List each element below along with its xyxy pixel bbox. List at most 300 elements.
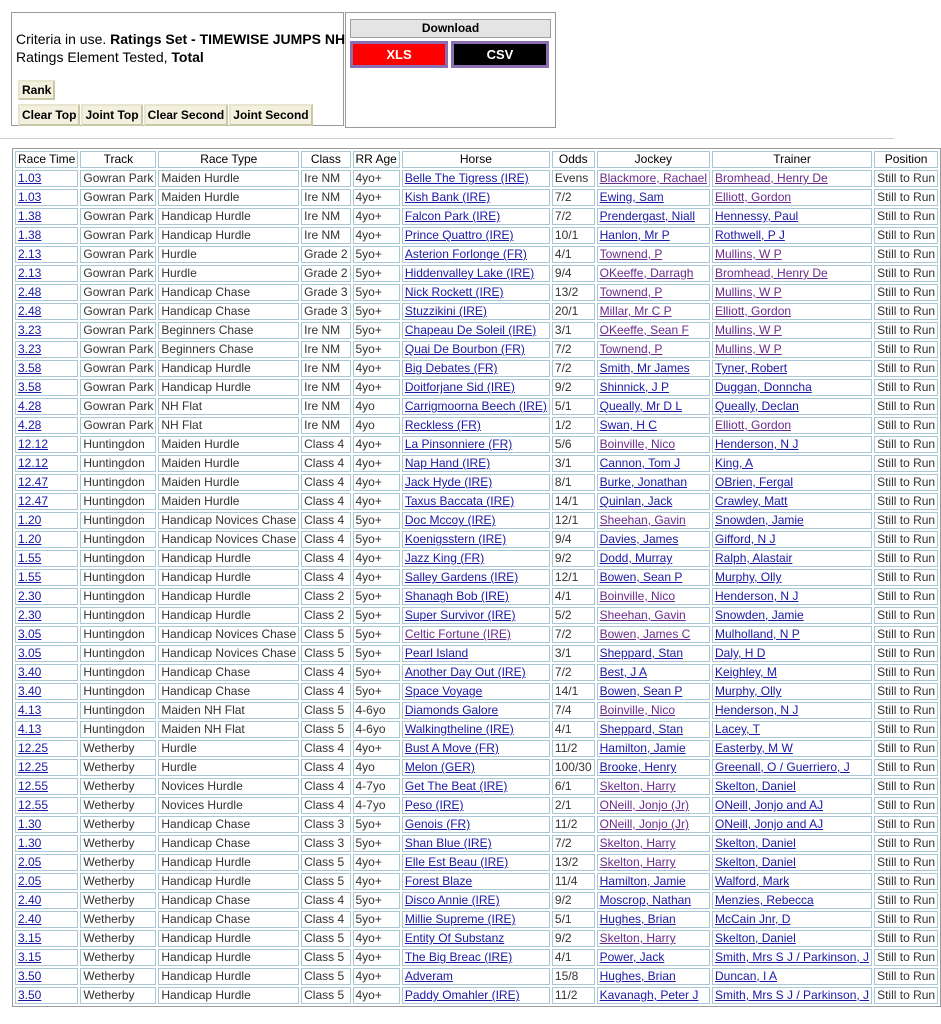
horse-link[interactable]: Reckless (FR) [404, 418, 481, 432]
table-cell[interactable] [15, 227, 78, 244]
table-cell[interactable] [712, 930, 872, 947]
race-time-link[interactable]: 2.30 [18, 589, 42, 603]
table-cell[interactable] [402, 968, 550, 985]
trainer-link[interactable]: Tyner, Robert [715, 361, 788, 375]
race-time-link[interactable]: 2.05 [18, 874, 42, 888]
table-cell[interactable] [15, 474, 78, 491]
table-cell[interactable] [15, 797, 78, 814]
download-xls-button[interactable]: XLS [350, 41, 448, 68]
table-cell[interactable] [402, 417, 550, 434]
joint-top-button[interactable]: Joint Top [81, 104, 142, 126]
table-cell[interactable] [712, 740, 872, 757]
horse-link[interactable]: Quai De Bourbon (FR) [404, 342, 525, 356]
table-cell[interactable] [712, 303, 872, 320]
joint-second-button[interactable]: Joint Second [229, 104, 312, 126]
table-cell[interactable] [402, 189, 550, 206]
horse-link[interactable]: Super Survivor (IRE) [404, 608, 516, 622]
table-cell[interactable] [402, 645, 550, 662]
horse-link[interactable]: Elle Est Beau (IRE) [404, 855, 509, 869]
trainer-link[interactable]: Skelton, Daniel [715, 855, 796, 869]
table-cell[interactable] [597, 702, 710, 719]
table-cell[interactable] [15, 968, 78, 985]
table-cell[interactable] [15, 265, 78, 282]
trainer-link[interactable]: Duggan, Donncha [715, 380, 812, 394]
table-cell[interactable] [15, 987, 78, 1004]
race-time-link[interactable]: 12.25 [18, 760, 49, 774]
horse-link[interactable]: Salley Gardens (IRE) [404, 570, 519, 584]
jockey-link[interactable]: Smith, Mr James [599, 361, 690, 375]
table-cell[interactable] [402, 816, 550, 833]
table-cell[interactable] [15, 835, 78, 852]
jockey-link[interactable]: Queally, Mr D L [599, 399, 683, 413]
table-cell[interactable] [597, 588, 710, 605]
horse-link[interactable]: Carrigmoorna Beech (IRE) [404, 399, 547, 413]
table-cell[interactable] [712, 588, 872, 605]
trainer-link[interactable]: Smith, Mrs S J / Parkinson, J [715, 988, 870, 1002]
table-cell[interactable] [597, 816, 710, 833]
trainer-link[interactable]: Mulholland, N P [715, 627, 800, 641]
table-cell[interactable] [597, 455, 710, 472]
race-time-link[interactable]: 3.58 [18, 380, 42, 394]
table-cell[interactable] [402, 550, 550, 567]
horse-link[interactable]: Nap Hand (IRE) [404, 456, 491, 470]
horse-link[interactable]: The Big Breac (IRE) [404, 950, 513, 964]
jockey-link[interactable]: Sheehan, Gavin [599, 513, 686, 527]
table-cell[interactable] [15, 531, 78, 548]
table-cell[interactable] [402, 759, 550, 776]
trainer-link[interactable]: Rothwell, P J [715, 228, 785, 242]
table-cell[interactable] [15, 892, 78, 909]
race-time-link[interactable]: 2.13 [18, 266, 42, 280]
jockey-link[interactable]: Moscrop, Nathan [599, 893, 692, 907]
race-time-link[interactable]: 2.05 [18, 855, 42, 869]
table-cell[interactable] [712, 873, 872, 890]
table-cell[interactable] [15, 854, 78, 871]
jockey-link[interactable]: OKeeffe, Sean F [599, 323, 689, 337]
race-time-link[interactable]: 3.40 [18, 665, 42, 679]
trainer-link[interactable]: Crawley, Matt [715, 494, 788, 508]
horse-link[interactable]: Big Debates (FR) [404, 361, 498, 375]
table-cell[interactable] [15, 170, 78, 187]
clear-top-button[interactable]: Clear Top [18, 104, 80, 126]
horse-link[interactable]: Forest Blaze [404, 874, 473, 888]
table-cell[interactable] [597, 892, 710, 909]
table-cell[interactable] [15, 550, 78, 567]
race-time-link[interactable]: 1.20 [18, 513, 42, 527]
horse-link[interactable]: Pearl Island [404, 646, 469, 660]
horse-link[interactable]: Bust A Move (FR) [404, 741, 499, 755]
table-cell[interactable] [597, 341, 710, 358]
race-time-link[interactable]: 1.03 [18, 171, 42, 185]
horse-link[interactable]: Diamonds Galore [404, 703, 499, 717]
table-cell[interactable] [15, 455, 78, 472]
trainer-link[interactable]: Menzies, Rebecca [715, 893, 814, 907]
table-cell[interactable] [15, 778, 78, 795]
race-time-link[interactable]: 3.05 [18, 646, 42, 660]
table-cell[interactable] [597, 683, 710, 700]
jockey-link[interactable]: Cannon, Tom J [599, 456, 681, 470]
table-cell[interactable] [597, 645, 710, 662]
trainer-link[interactable]: Queally, Declan [715, 399, 799, 413]
horse-link[interactable]: Melon (GER) [404, 760, 475, 774]
race-time-link[interactable]: 4.28 [18, 418, 42, 432]
table-cell[interactable] [15, 702, 78, 719]
horse-link[interactable]: Jack Hyde (IRE) [404, 475, 493, 489]
table-cell[interactable] [15, 436, 78, 453]
race-time-link[interactable]: 2.48 [18, 285, 42, 299]
table-cell[interactable] [597, 284, 710, 301]
horse-link[interactable]: Disco Annie (IRE) [404, 893, 500, 907]
table-cell[interactable] [15, 189, 78, 206]
table-cell[interactable] [15, 949, 78, 966]
race-time-link[interactable]: 3.23 [18, 342, 42, 356]
jockey-link[interactable]: Kavanagh, Peter J [599, 988, 699, 1002]
table-cell[interactable] [15, 816, 78, 833]
table-cell[interactable] [712, 474, 872, 491]
table-cell[interactable] [402, 588, 550, 605]
table-cell[interactable] [712, 322, 872, 339]
table-cell[interactable] [402, 797, 550, 814]
table-cell[interactable] [597, 873, 710, 890]
trainer-link[interactable]: Murphy, Olly [715, 684, 782, 698]
jockey-link[interactable]: Shinnick, J P [599, 380, 669, 394]
table-cell[interactable] [597, 911, 710, 928]
table-cell[interactable] [15, 683, 78, 700]
horse-link[interactable]: Peso (IRE) [404, 798, 464, 812]
trainer-link[interactable]: Hennessy, Paul [715, 209, 799, 223]
jockey-link[interactable]: Davies, James [599, 532, 679, 546]
table-cell[interactable] [402, 949, 550, 966]
horse-link[interactable]: Walkingtheline (IRE) [404, 722, 514, 736]
jockey-link[interactable]: Bowen, Sean P [599, 684, 683, 698]
table-cell[interactable] [712, 835, 872, 852]
horse-link[interactable]: Shanagh Bob (IRE) [404, 589, 509, 603]
table-cell[interactable] [712, 645, 872, 662]
table-cell[interactable] [712, 797, 872, 814]
jockey-link[interactable]: Swan, H C [599, 418, 657, 432]
jockey-link[interactable]: Sheppard, Stan [599, 646, 684, 660]
table-cell[interactable] [597, 607, 710, 624]
table-cell[interactable] [712, 284, 872, 301]
jockey-link[interactable]: ONeill, Jonjo (Jr) [599, 817, 689, 831]
table-cell[interactable] [712, 759, 872, 776]
trainer-link[interactable]: Snowden, Jamie [715, 513, 804, 527]
race-time-link[interactable]: 4.28 [18, 399, 42, 413]
table-cell[interactable] [712, 550, 872, 567]
jockey-link[interactable]: Sheppard, Stan [599, 722, 684, 736]
table-cell[interactable] [15, 759, 78, 776]
table-cell[interactable] [597, 778, 710, 795]
table-cell[interactable] [712, 854, 872, 871]
table-cell[interactable] [597, 189, 710, 206]
race-time-link[interactable]: 3.40 [18, 684, 42, 698]
trainer-link[interactable]: Ralph, Alastair [715, 551, 793, 565]
jockey-link[interactable]: OKeeffe, Darragh [599, 266, 694, 280]
trainer-link[interactable]: Snowden, Jamie [715, 608, 804, 622]
jockey-link[interactable]: Skelton, Harry [599, 855, 676, 869]
table-cell[interactable] [15, 398, 78, 415]
trainer-link[interactable]: Mullins, W P [715, 342, 782, 356]
trainer-link[interactable]: Bromhead, Henry De [715, 266, 828, 280]
jockey-link[interactable]: Burke, Jonathan [599, 475, 688, 489]
race-time-link[interactable]: 1.20 [18, 532, 42, 546]
trainer-link[interactable]: Henderson, N J [715, 703, 799, 717]
table-cell[interactable] [597, 531, 710, 548]
table-cell[interactable] [712, 683, 872, 700]
race-time-link[interactable]: 12.12 [18, 437, 49, 451]
horse-link[interactable]: La Pinsonniere (FR) [404, 437, 513, 451]
table-cell[interactable] [15, 721, 78, 738]
table-cell[interactable] [597, 569, 710, 586]
rank-button[interactable]: Rank [18, 80, 55, 100]
table-cell[interactable] [597, 208, 710, 225]
clear-second-button[interactable]: Clear Second [144, 104, 229, 126]
horse-link[interactable]: Entity Of Substanz [404, 931, 505, 945]
jockey-link[interactable]: Sheehan, Gavin [599, 608, 686, 622]
table-cell[interactable] [712, 360, 872, 377]
table-cell[interactable] [402, 227, 550, 244]
table-cell[interactable] [15, 740, 78, 757]
table-cell[interactable] [15, 284, 78, 301]
race-time-link[interactable]: 3.05 [18, 627, 42, 641]
table-cell[interactable] [15, 360, 78, 377]
table-cell[interactable] [712, 246, 872, 263]
table-cell[interactable] [402, 474, 550, 491]
table-cell[interactable] [402, 740, 550, 757]
table-cell[interactable] [15, 303, 78, 320]
table-cell[interactable] [597, 968, 710, 985]
trainer-link[interactable]: Skelton, Daniel [715, 931, 796, 945]
table-cell[interactable] [597, 246, 710, 263]
table-cell[interactable] [402, 911, 550, 928]
table-cell[interactable] [402, 987, 550, 1004]
table-cell[interactable] [402, 683, 550, 700]
download-csv-button[interactable]: CSV [451, 41, 549, 68]
jockey-link[interactable]: Townend, P [599, 285, 663, 299]
jockey-link[interactable]: Power, Jack [599, 950, 665, 964]
table-cell[interactable] [712, 189, 872, 206]
table-cell[interactable] [597, 493, 710, 510]
horse-link[interactable]: Adveram [404, 969, 453, 983]
table-cell[interactable] [712, 341, 872, 358]
race-time-link[interactable]: 12.47 [18, 475, 49, 489]
table-cell[interactable] [15, 588, 78, 605]
table-cell[interactable] [15, 645, 78, 662]
table-cell[interactable] [15, 930, 78, 947]
table-cell[interactable] [15, 322, 78, 339]
table-cell[interactable] [712, 512, 872, 529]
table-cell[interactable] [712, 436, 872, 453]
trainer-link[interactable]: Elliott, Gordon [715, 304, 792, 318]
horse-link[interactable]: Hiddenvalley Lake (IRE) [404, 266, 535, 280]
race-time-link[interactable]: 12.12 [18, 456, 49, 470]
table-cell[interactable] [712, 892, 872, 909]
race-time-link[interactable]: 2.30 [18, 608, 42, 622]
horse-link[interactable]: Doitforjane Sid (IRE) [404, 380, 515, 394]
table-cell[interactable] [712, 379, 872, 396]
table-cell[interactable] [402, 854, 550, 871]
trainer-link[interactable]: Mullins, W P [715, 323, 782, 337]
jockey-link[interactable]: Hughes, Brian [599, 912, 676, 926]
jockey-link[interactable]: Dodd, Murray [599, 551, 673, 565]
jockey-link[interactable]: Blackmore, Rachael [599, 171, 708, 185]
table-cell[interactable] [712, 778, 872, 795]
jockey-link[interactable]: Hamilton, Jamie [599, 741, 686, 755]
table-cell[interactable] [402, 265, 550, 282]
horse-link[interactable]: Chapeau De Soleil (IRE) [404, 323, 537, 337]
horse-link[interactable]: Get The Beat (IRE) [404, 779, 508, 793]
table-cell[interactable] [402, 436, 550, 453]
jockey-link[interactable]: Prendergast, Niall [599, 209, 696, 223]
table-cell[interactable] [712, 702, 872, 719]
table-cell[interactable] [402, 702, 550, 719]
table-cell[interactable] [597, 512, 710, 529]
race-time-link[interactable]: 3.15 [18, 931, 42, 945]
horse-link[interactable]: Taxus Baccata (IRE) [404, 494, 515, 508]
horse-link[interactable]: Nick Rockett (IRE) [404, 285, 504, 299]
table-cell[interactable] [402, 873, 550, 890]
table-cell[interactable] [402, 170, 550, 187]
table-cell[interactable] [597, 417, 710, 434]
trainer-link[interactable]: Easterby, M W [715, 741, 793, 755]
trainer-link[interactable]: ONeill, Jonjo and AJ [715, 817, 824, 831]
table-cell[interactable] [597, 835, 710, 852]
table-cell[interactable] [712, 417, 872, 434]
table-cell[interactable] [597, 474, 710, 491]
table-cell[interactable] [712, 455, 872, 472]
table-cell[interactable] [15, 664, 78, 681]
table-cell[interactable] [597, 664, 710, 681]
table-cell[interactable] [712, 227, 872, 244]
trainer-link[interactable]: Gifford, N J [715, 532, 776, 546]
table-cell[interactable] [597, 322, 710, 339]
trainer-link[interactable]: Bromhead, Henry De [715, 171, 828, 185]
table-cell[interactable] [597, 797, 710, 814]
table-cell[interactable] [597, 550, 710, 567]
table-cell[interactable] [712, 987, 872, 1004]
table-cell[interactable] [402, 493, 550, 510]
jockey-link[interactable]: Millar, Mr C P [599, 304, 672, 318]
table-cell[interactable] [597, 265, 710, 282]
table-cell[interactable] [597, 379, 710, 396]
trainer-link[interactable]: Walford, Mark [715, 874, 790, 888]
horse-link[interactable]: Shan Blue (IRE) [404, 836, 492, 850]
jockey-link[interactable]: Bowen, Sean P [599, 570, 683, 584]
race-time-link[interactable]: 2.40 [18, 912, 42, 926]
table-cell[interactable] [402, 569, 550, 586]
trainer-link[interactable]: Duncan, I A [715, 969, 778, 983]
table-cell[interactable] [15, 911, 78, 928]
race-time-link[interactable]: 2.40 [18, 893, 42, 907]
table-cell[interactable] [597, 436, 710, 453]
horse-link[interactable]: Kish Bank (IRE) [404, 190, 491, 204]
horse-link[interactable]: Doc Mccoy (IRE) [404, 513, 496, 527]
table-cell[interactable] [402, 341, 550, 358]
table-cell[interactable] [402, 512, 550, 529]
trainer-link[interactable]: Smith, Mrs S J / Parkinson, J [715, 950, 870, 964]
table-cell[interactable] [15, 607, 78, 624]
race-time-link[interactable]: 12.47 [18, 494, 49, 508]
table-cell[interactable] [402, 892, 550, 909]
trainer-link[interactable]: Lacey, T [715, 722, 760, 736]
table-cell[interactable] [15, 512, 78, 529]
table-cell[interactable] [712, 170, 872, 187]
jockey-link[interactable]: Ewing, Sam [599, 190, 664, 204]
horse-link[interactable]: Paddy Omahler (IRE) [404, 988, 520, 1002]
table-cell[interactable] [402, 246, 550, 263]
table-cell[interactable] [15, 873, 78, 890]
table-cell[interactable] [402, 531, 550, 548]
race-time-link[interactable]: 3.23 [18, 323, 42, 337]
trainer-link[interactable]: Murphy, Olly [715, 570, 782, 584]
table-cell[interactable] [597, 303, 710, 320]
trainer-link[interactable]: Mullins, W P [715, 247, 782, 261]
table-cell[interactable] [15, 208, 78, 225]
jockey-link[interactable]: Boinville, Nico [599, 437, 675, 451]
race-time-link[interactable]: 3.50 [18, 988, 42, 1002]
trainer-link[interactable]: Keighley, M [715, 665, 777, 679]
table-cell[interactable] [712, 265, 872, 282]
table-cell[interactable] [712, 531, 872, 548]
table-cell[interactable] [712, 721, 872, 738]
table-cell[interactable] [402, 284, 550, 301]
table-cell[interactable] [597, 949, 710, 966]
trainer-link[interactable]: Greenall, O / Guerriero, J [715, 760, 850, 774]
horse-link[interactable]: Asterion Forlonge (FR) [404, 247, 527, 261]
table-cell[interactable] [15, 626, 78, 643]
trainer-link[interactable]: King, A [715, 456, 754, 470]
horse-link[interactable]: Millie Supreme (IRE) [404, 912, 516, 926]
horse-link[interactable]: Jazz King (FR) [404, 551, 485, 565]
table-cell[interactable] [712, 607, 872, 624]
jockey-link[interactable]: Skelton, Harry [599, 931, 676, 945]
table-cell[interactable] [15, 417, 78, 434]
trainer-link[interactable]: Skelton, Daniel [715, 779, 796, 793]
race-time-link[interactable]: 12.55 [18, 798, 49, 812]
table-cell[interactable] [597, 626, 710, 643]
table-cell[interactable] [712, 398, 872, 415]
table-cell[interactable] [402, 379, 550, 396]
race-time-link[interactable]: 1.30 [18, 817, 42, 831]
horse-link[interactable]: Genois (FR) [404, 817, 471, 831]
trainer-link[interactable]: ONeill, Jonjo and AJ [715, 798, 824, 812]
jockey-link[interactable]: Best, J A [599, 665, 647, 679]
trainer-link[interactable]: Elliott, Gordon [715, 418, 792, 432]
race-time-link[interactable]: 1.30 [18, 836, 42, 850]
jockey-link[interactable]: Townend, P [599, 247, 663, 261]
table-cell[interactable] [402, 360, 550, 377]
table-cell[interactable] [597, 170, 710, 187]
table-cell[interactable] [15, 246, 78, 263]
table-cell[interactable] [597, 759, 710, 776]
jockey-link[interactable]: Hughes, Brian [599, 969, 676, 983]
table-cell[interactable] [15, 379, 78, 396]
race-time-link[interactable]: 2.13 [18, 247, 42, 261]
horse-link[interactable]: Belle The Tigress (IRE) [404, 171, 529, 185]
table-cell[interactable] [712, 493, 872, 510]
race-time-link[interactable]: 1.55 [18, 570, 42, 584]
table-cell[interactable] [597, 854, 710, 871]
jockey-link[interactable]: Townend, P [599, 342, 663, 356]
race-time-link[interactable]: 12.25 [18, 741, 49, 755]
jockey-link[interactable]: Quinlan, Jack [599, 494, 673, 508]
table-cell[interactable] [712, 816, 872, 833]
trainer-link[interactable]: Henderson, N J [715, 589, 799, 603]
horse-link[interactable]: Another Day Out (IRE) [404, 665, 526, 679]
table-cell[interactable] [402, 303, 550, 320]
table-cell[interactable] [597, 721, 710, 738]
table-cell[interactable] [402, 322, 550, 339]
